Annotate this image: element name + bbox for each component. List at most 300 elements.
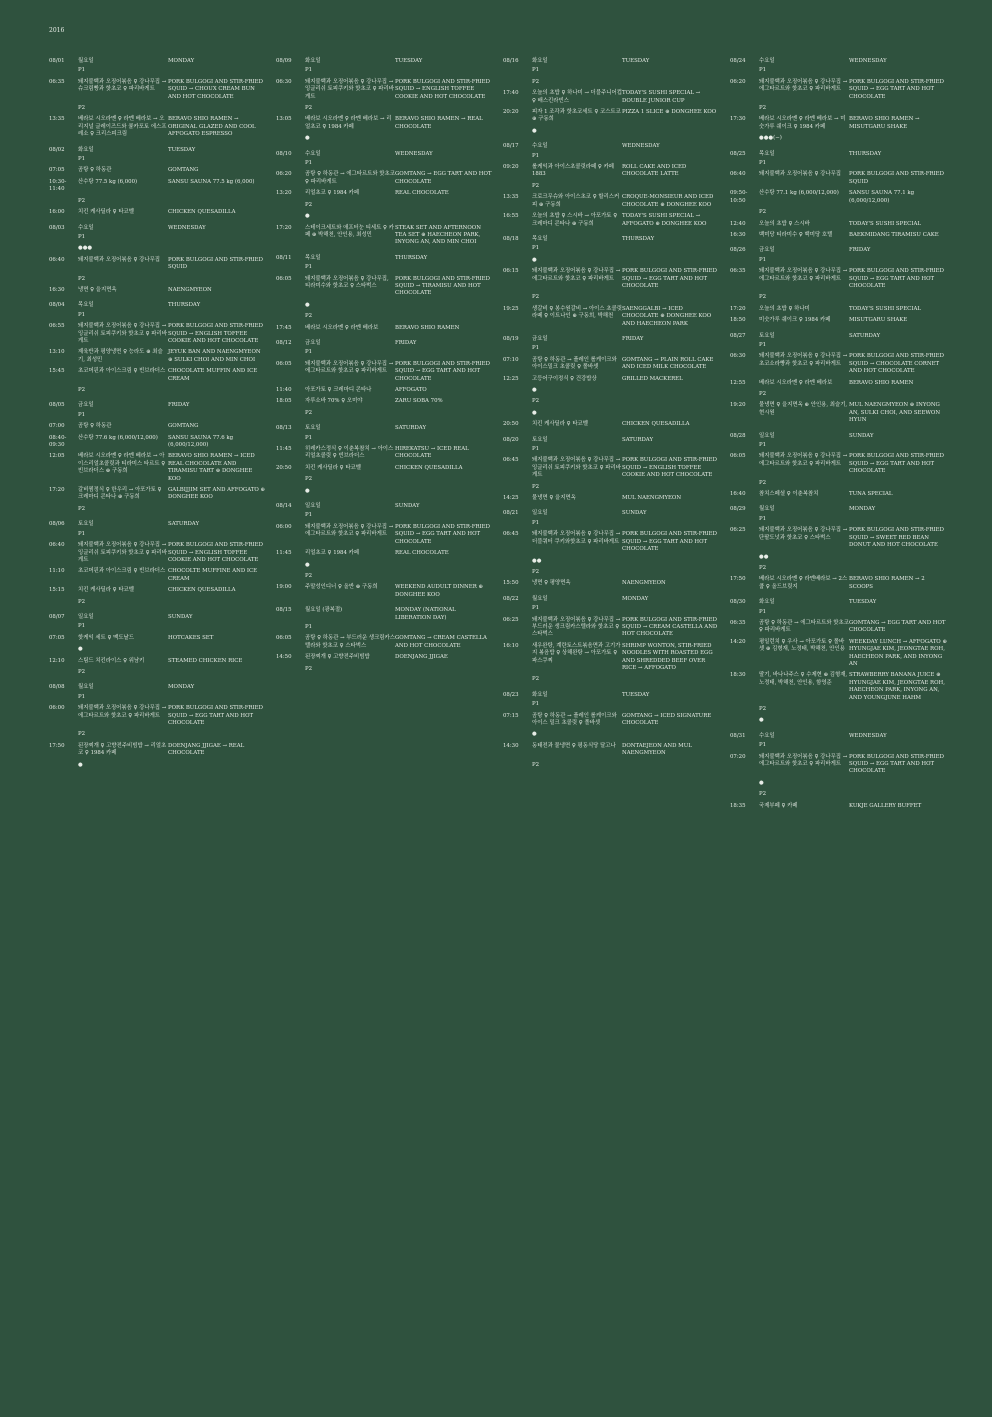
period-marker: P1 xyxy=(759,442,767,449)
meal-time: 16:55 xyxy=(503,213,519,220)
meal-english: WEEKEND AUDULT DINNER ⊕ DONGHEE KOO xyxy=(395,584,483,598)
meal-english: PORK BULGOGI AND STIR-FRIED SQUID xyxy=(168,256,263,271)
day-header xyxy=(276,503,503,510)
day-entry xyxy=(49,614,276,676)
day-name-english: TUESDAY xyxy=(395,58,423,64)
day-entry xyxy=(49,521,276,606)
meal-time: 09:20 xyxy=(503,164,519,171)
meal-entry xyxy=(730,232,957,239)
meal-korean: 롤케익과 아이스초콜릿라떼 ♀ 카페 1883 xyxy=(532,164,614,178)
day-entry xyxy=(276,340,503,417)
meal-time: 17:45 xyxy=(276,324,292,331)
meal-time: 07:10 xyxy=(503,356,519,363)
meal-entry xyxy=(730,306,957,313)
meal-korean: 돼지불백과 오징어볶음 ♀ 강나무집 → 에그타르트와 핫초코 ♀ 파리바게트 xyxy=(759,78,848,93)
meal-english: SANSU SAUNA 77.6 kg (6,000/12,000) xyxy=(168,434,234,449)
meal-english: HIREKATSU → ICED REAL CHOCOLATE xyxy=(395,446,469,460)
day-date: 08/27 xyxy=(730,332,746,339)
day-date: 08/18 xyxy=(503,235,519,242)
day-header xyxy=(503,596,730,603)
meal-entry xyxy=(503,376,730,383)
meal-korean: 베라보 시오라멘 ♀ 라멘 베라보 → 아이스리얼초콜릿과 티라미스 타르트 ♀ 빈브라더스 ⊕ 구동희 xyxy=(78,453,166,475)
meal-time: 07:05 xyxy=(49,634,65,641)
period-marker: P1 xyxy=(759,608,767,615)
meal-english: GOMTANG xyxy=(168,423,199,430)
day-header xyxy=(276,340,503,347)
day-date: 08/26 xyxy=(730,247,746,254)
period-marker: P1 xyxy=(78,233,86,240)
meal-english: ZARU SOBA 70% xyxy=(395,398,443,405)
meal-time: 06:30 xyxy=(276,78,292,85)
day-header xyxy=(276,255,503,262)
period-marker: P2 xyxy=(78,731,86,738)
meal-korean: 오늘의 초밥 ♀ 스시바 xyxy=(759,220,810,227)
period-marker: P2 xyxy=(759,564,767,571)
day-date: 08/08 xyxy=(49,684,65,691)
period-marker: P2 xyxy=(759,479,767,486)
period-marker: P1 xyxy=(305,67,313,74)
meal-entry xyxy=(503,164,730,179)
meal-korean: 주말성인디너 ♀ 올반 ⊕ 구동희 xyxy=(305,584,378,591)
period-marker: P2 xyxy=(78,387,86,393)
day-entry xyxy=(276,607,503,673)
period-marker: P2 xyxy=(305,665,313,672)
meal-time: 11:10 xyxy=(49,568,65,575)
meal-entry xyxy=(276,79,503,101)
day-entry xyxy=(503,236,730,328)
meal-english: TUNA SPECIAL xyxy=(849,491,893,498)
day-date: 08/11 xyxy=(276,254,292,261)
day-date: 08/15 xyxy=(276,607,292,614)
day-date: 08/29 xyxy=(730,506,746,513)
day-name-korean: 화요일 xyxy=(305,58,321,64)
meal-time: 12:25 xyxy=(503,375,519,382)
meal-english: STEAK SET AND AFTERNOON TEA SET ⊕ HAECHEON PARK, INYONG AN, AND MIN CHOI xyxy=(395,224,481,246)
day-name-english: THURSDAY xyxy=(168,302,201,309)
meal-korean: 산수탕 77.1 kg (6,000/12,000) xyxy=(759,190,839,197)
meal-english: DONTAEJEON AND MUL NAENGMYEON xyxy=(622,742,692,757)
period-marker: ● xyxy=(305,561,310,568)
period-marker: P2 xyxy=(532,182,540,189)
meal-entry xyxy=(730,803,957,810)
meal-english: CHOCOLATE MUFFIN AND ICE CREAM xyxy=(168,368,258,382)
day-name-english: SUNDAY xyxy=(395,503,420,510)
meal-time: 12:40 xyxy=(730,220,746,227)
period-marker: P2 xyxy=(78,105,86,112)
meal-entry xyxy=(49,487,276,502)
day-name-korean: 수요일 xyxy=(78,224,94,231)
period-marker: P2 xyxy=(78,275,86,282)
day-name-korean: 월요일 xyxy=(532,595,548,602)
meal-entry xyxy=(276,446,503,461)
meal-korean: 치킨 케사딜라 ♀ 타코벨 xyxy=(305,464,361,471)
meal-time: 18:35 xyxy=(730,802,746,809)
day-name-english: SATURDAY xyxy=(622,436,654,443)
period-marker: P2 xyxy=(78,598,86,605)
period-marker: ● xyxy=(305,135,310,142)
day-entry xyxy=(730,151,957,240)
day-date: 08/30 xyxy=(730,599,746,606)
meal-korean: 돼지불백과 오징어볶음 ♀ 강나무집 → 에그타르트와 핫초코 ♀ 파리바게트 xyxy=(305,523,394,538)
period-marker: P2 xyxy=(305,409,313,416)
period-marker: ●● xyxy=(759,553,769,560)
meal-korean: 자루소바 70% ♀ 오미야 xyxy=(305,398,363,405)
meal-time: 07:20 xyxy=(730,753,746,760)
meal-korean: 백미당 티라미수 ♀ 백미당 호텔 xyxy=(759,231,833,238)
meal-english: SHRIMP WONTON, STIR-FRIED NOODLES WITH ROASTED EGG AND SHREDDED BEEF OVER RICE → AFFOGATO xyxy=(622,642,713,671)
period-marker: P1 xyxy=(532,152,540,159)
meal-korean: 된장찌개 ♀ 고향전주비빔밥 xyxy=(305,654,370,661)
meal-korean: 곰탕 ♀ 하동관 xyxy=(78,167,112,174)
day-date: 08/12 xyxy=(276,339,292,346)
day-entry xyxy=(503,143,730,228)
meal-entry xyxy=(49,349,276,364)
day-entry xyxy=(276,425,503,495)
meal-korean: 돼지불백과 오징어볶음 ♀ 강나무집 → 에그타르트와 핫초코 ♀ 파리바게트 xyxy=(305,360,394,375)
meal-english: GOMTANG → EGG TART AND HOT CHOCOLATE xyxy=(395,171,492,185)
meal-entry xyxy=(730,79,957,101)
meal-korean: 돼지불백과 오징어볶음 ♀ 강나무집 xyxy=(78,256,160,263)
meal-english: TODAY'S SUSHI SPECIAL xyxy=(849,220,921,227)
meal-time: 20:50 xyxy=(503,421,519,428)
period-marker: P1 xyxy=(532,605,540,612)
meal-korean: 핫케익 세트 ♀ 맥도날드 xyxy=(78,634,134,641)
day-header xyxy=(730,599,957,606)
meal-english: MUL NAENGMYEON ⊕ INYONG AN, SULKI CHOI, AND SEEWON HYUN xyxy=(849,402,941,424)
column-3 xyxy=(503,58,730,818)
day-name-english: MONDAY xyxy=(849,506,876,513)
meal-korean: 돼지불백과 오징어볶음 ♀ 강나무집 → 잉글리쉬 토피쿠키와 핫초코 ♀ 파리바게트 xyxy=(78,542,167,563)
meal-english: PORK BULGOGI AND STIR-FRIED SQUID → EGG TART AND HOT CHOCOLATE xyxy=(849,268,944,289)
period-marker: P1 xyxy=(759,256,767,263)
day-date: 08/19 xyxy=(503,335,519,342)
meal-entry xyxy=(503,743,730,758)
day-name-korean: 일요일 xyxy=(759,432,775,439)
meal-english: CHICKEN QUESADILLA xyxy=(622,421,690,428)
meal-time: 17:50 xyxy=(730,576,746,583)
meal-time: 06:25 xyxy=(730,527,746,534)
day-name-english: TUESDAY xyxy=(622,691,650,698)
day-header xyxy=(49,225,276,232)
period-marker: P2 xyxy=(532,294,540,301)
meal-entry xyxy=(49,705,276,727)
day-name-korean: 월요일 xyxy=(78,684,94,691)
meal-time: 16:30 xyxy=(730,231,746,238)
meal-entry xyxy=(503,531,730,553)
day-date: 08/01 xyxy=(49,58,65,64)
period-marker: P2 xyxy=(305,201,313,208)
column-1 xyxy=(49,58,276,818)
meal-entry xyxy=(49,658,276,665)
meal-entry xyxy=(49,587,276,594)
meal-english: GOMTANG → ICED SIGNATURE CHOCOLATE xyxy=(622,712,712,726)
day-name-korean: 일요일 xyxy=(78,613,94,620)
period-marker: ● xyxy=(759,717,764,724)
day-name-korean: 월요일 xyxy=(759,506,775,513)
meal-time: 06:15 xyxy=(503,268,519,275)
meal-korean: 곰탕 ♀ 하동관 → 에그타르트와 핫초코 ♀ 파리바게트 xyxy=(759,619,849,634)
period-marker: P2 xyxy=(532,761,540,768)
meal-korean: 치킨 케사딜라 ♀ 타코벨 xyxy=(78,209,134,216)
day-name-english: SATURDAY xyxy=(849,332,881,339)
day-date: 08/07 xyxy=(49,613,65,620)
meal-entry xyxy=(49,635,276,642)
period-marker: P1 xyxy=(78,311,86,318)
day-name-korean: 목요일 xyxy=(78,302,94,309)
period-marker: P2 xyxy=(532,676,540,683)
day-date: 08/21 xyxy=(503,510,519,517)
meal-korean: 오늘의 초밥 ♀ 스시바 → 아포가토 ♀ 크레마디 콘타나 ⊕ 구동희 xyxy=(532,213,618,227)
meal-english: SANSU SAUNA 77.5 kg (6,000) xyxy=(168,178,255,185)
meal-korean: 초코머핀과 아이스크림 ♀ 빈브라더스 xyxy=(78,368,166,375)
meal-entry xyxy=(49,257,276,272)
meal-korean: 참치스페셜 ♀ 이춘복참치 xyxy=(759,491,819,498)
meal-english: PORK BULGOGI AND STIR-FRIED SQUID → EGG TART AND HOT CHOCOLATE xyxy=(849,753,944,775)
day-name-english: FRIDAY xyxy=(395,339,417,346)
meal-english: BERAVO SHIO RAMEN xyxy=(395,324,460,331)
meal-time: 11:45 xyxy=(276,550,292,557)
day-header xyxy=(730,333,957,340)
day-name-korean: 일요일 xyxy=(305,503,321,510)
meal-english: PORK BULGOGI AND STIR-FRIED SQUID → EGG TART AND HOT CHOCOLATE xyxy=(849,78,944,100)
meal-time: 06:55 xyxy=(49,323,65,330)
day-date: 08/02 xyxy=(49,146,65,153)
meal-time: 15:50 xyxy=(503,580,519,587)
day-date: 08/10 xyxy=(276,150,292,157)
meal-time: 17:20 xyxy=(49,487,65,494)
day-name-english: SATURDAY xyxy=(395,425,427,432)
meal-time: 06:05 xyxy=(276,360,292,367)
meal-time: 06:20 xyxy=(730,78,746,85)
meal-time: 06:45 xyxy=(503,531,519,538)
day-entry xyxy=(730,733,957,810)
meal-entry xyxy=(276,550,503,557)
meal-time: 06:40 xyxy=(730,171,746,178)
meal-english: PORK BULGOGI AND STIR-FRIED SQUID → ENGLISH TOFFEE COOKIE AND HOT CHOCOLATE xyxy=(395,78,490,100)
day-name-korean: 목요일 xyxy=(759,150,775,157)
day-entry xyxy=(276,503,503,599)
day-name-korean: 수요일 xyxy=(532,143,548,150)
meal-entry xyxy=(276,325,503,332)
meal-entry xyxy=(49,167,276,174)
period-marker: P1 xyxy=(305,512,313,519)
day-entry xyxy=(503,596,730,684)
meal-english: DOENJANG JJIGAE xyxy=(395,654,448,661)
meal-entry xyxy=(49,323,276,345)
meal-entry xyxy=(503,617,730,639)
meal-korean: 물냉면 ♀ 을지면옥 xyxy=(532,495,576,502)
meal-time: 06:25 xyxy=(503,616,519,623)
meal-entry xyxy=(49,79,276,101)
meal-entry xyxy=(276,465,503,472)
meal-korean: 된장찌개 ♀ 고향전주비빔밥 → 리얼초코 ♀ 1984 카페 xyxy=(78,742,167,757)
period-marker: P1 xyxy=(305,264,313,271)
meal-entry xyxy=(730,171,957,186)
meal-korean: 돼지불백과 오징어볶음 ♀ 강나무집 → 에그타르트와 핫초코 ♀ 파리바게트 xyxy=(759,753,848,768)
day-date: 08/16 xyxy=(503,58,519,64)
period-marker: P2 xyxy=(532,78,540,85)
meal-entry xyxy=(503,306,730,328)
meal-time: 14:20 xyxy=(730,638,746,645)
day-header xyxy=(730,151,957,158)
day-name-english: THURSDAY xyxy=(395,254,428,261)
meal-time: 06:35 xyxy=(730,268,746,275)
meal-time: 17:20 xyxy=(276,224,292,231)
meal-time: 06:05 xyxy=(276,635,292,642)
meal-english: PORK BULGOGI AND STIR-FRIED SQUID → EGG TART AND HOT CHOCOLATE xyxy=(395,523,490,545)
day-header xyxy=(730,506,957,513)
meal-korean: 곰탕 ♀ 하동관 → 부드러운 생크림카스텔라와 핫초코 ♀ 스타벅스 xyxy=(305,635,395,649)
day-header xyxy=(49,614,276,621)
meal-korean: 오늘의 초밥 ♀ 하나미 xyxy=(759,305,810,312)
day-name-english: SATURDAY xyxy=(168,521,200,528)
meal-korean: 베라보 시오라멘 ♀ 라멘 베라보 xyxy=(305,324,379,331)
meal-korean: 돼지불백과 오징어볶음 ♀ 강나무집 → 에그타르트와 핫초코 ♀ 파리바게트 xyxy=(532,268,621,282)
meal-entry xyxy=(276,225,503,247)
meal-entry xyxy=(49,423,276,430)
meal-entry xyxy=(730,527,957,549)
day-name-english: SUNDAY xyxy=(168,613,193,620)
meal-time: 16:10 xyxy=(503,642,519,649)
meal-time: 18:50 xyxy=(730,317,746,324)
period-marker: ●●● xyxy=(78,245,93,252)
day-entry xyxy=(730,333,957,425)
day-header xyxy=(276,58,503,65)
meal-time: 07:05 xyxy=(49,167,65,174)
period-marker: P1 xyxy=(759,160,767,167)
meal-entry xyxy=(730,620,957,635)
meal-english: WEEKDAY LUNCH → AFFOGATO ⊕ HYUNGJAE KIM, JEONGTAE ROH, HAECHEON PARK, AND INYONG AN xyxy=(849,638,947,667)
period-marker: P1 xyxy=(78,693,86,700)
period-marker: P2 xyxy=(759,791,767,798)
meal-entry xyxy=(730,190,957,205)
meal-time: 11:40 xyxy=(276,387,292,393)
meal-english: BERAVO SHIO RAMEN → MISUTGARU SHAKE xyxy=(849,116,920,130)
meal-time: 17:30 xyxy=(730,116,746,123)
meal-korean: 돼지불백과 오징어볶음 ♀ 강나무집 → 더블쿼터 쿠키와핫초코 ♀ 파리바게트 xyxy=(532,531,621,545)
day-name-english: MONDAY xyxy=(168,684,195,691)
column-2 xyxy=(276,58,503,818)
day-date: 08/04 xyxy=(49,302,65,309)
meal-time: 18:30 xyxy=(730,672,746,679)
day-entry xyxy=(49,147,276,217)
day-date: 08/05 xyxy=(49,402,65,409)
meal-english: PORK BULGOGI AND STIR-FRIED SQUID → EGG TART AND HOT CHOCOLATE xyxy=(395,360,490,382)
day-name-english: FRIDAY xyxy=(622,335,644,342)
period-marker: P2 xyxy=(532,483,540,490)
day-name-english: MONDAY xyxy=(168,58,195,64)
meal-korean: 돼지불백과 오징어볶음 ♀ 강나무집 → 에그타르트와 핫초코 ♀ 파리바게트 xyxy=(759,268,848,282)
meal-korean: 제육반과 평양냉면 ♀ 능라도 ⊕ 최슬기, 최성민 xyxy=(78,349,163,363)
day-date: 08/23 xyxy=(503,691,519,698)
day-entry xyxy=(503,336,730,429)
meal-entry xyxy=(49,116,276,138)
day-entry xyxy=(503,692,730,769)
meal-english: NAENGMYEON xyxy=(168,286,212,293)
day-name-korean: 일요일 xyxy=(532,510,548,517)
period-marker: P1 xyxy=(78,530,86,537)
meal-english: MISUTGARU SHAKE xyxy=(849,317,908,324)
meal-time: 06:35 xyxy=(49,78,65,85)
period-marker: ● xyxy=(78,761,83,768)
meal-korean: 초코머핀과 아이스크림 ♀ 빈브라더스 xyxy=(78,568,166,575)
day-name-korean: 토요일 xyxy=(759,332,775,339)
day-name-korean: 토요일 xyxy=(532,436,548,443)
meal-entry xyxy=(49,287,276,294)
day-header xyxy=(503,236,730,243)
meal-korean: 스팀드 치킨라이스 ♀ 위남키 xyxy=(78,657,145,664)
meal-english: PORK BULGOGI AND STIR-FRIED SQUID → EGG TART AND HOT CHOCOLATE xyxy=(622,268,717,289)
meal-english: BERAVO SHIO RAMEN xyxy=(849,379,914,386)
day-entry xyxy=(730,58,957,143)
meal-time: 16:30 xyxy=(49,286,65,293)
meal-korean: 냉면 ♀ 을지면옥 xyxy=(78,286,117,293)
meal-korean: 곰탕 ♀ 하동관 → 에그타르트와 핫초코 ♀ 파리바게트 xyxy=(305,171,395,185)
period-marker: ●●●(−) xyxy=(759,135,782,142)
meal-english: CHICKEN QUESADILLA xyxy=(395,464,463,471)
meal-entry xyxy=(503,713,730,728)
day-name-korean: 목요일 xyxy=(532,235,548,242)
day-date: 08/25 xyxy=(730,150,746,157)
meal-korean: 미숫가루 쉐이크 ♀ 1984 카페 xyxy=(759,317,831,324)
meal-time: 20:20 xyxy=(503,109,519,116)
meal-korean: 돼지불백과 오징어볶음 ♀ 강나무집 → 잉글리쉬 토피쿠키와 핫초코 ♀ 파리바게트 xyxy=(305,78,394,100)
period-marker: P2 xyxy=(305,572,313,579)
meal-entry xyxy=(730,402,957,424)
day-name-korean: 금요일 xyxy=(759,247,775,254)
meal-entry xyxy=(276,276,503,298)
meal-entry xyxy=(276,361,503,383)
meal-english: CHICKEN QUESADILLA xyxy=(168,587,236,594)
day-header xyxy=(730,433,957,440)
period-marker: P1 xyxy=(78,623,86,630)
meal-entry xyxy=(730,353,957,375)
meal-entry xyxy=(276,387,503,394)
meal-english: BERAVO SHIO RAMEN → 2 SCOOPS xyxy=(849,576,925,590)
period-marker: P1 xyxy=(532,701,540,708)
meal-english: PORK BULGOGI AND STIR-FRIED SQUID → EGG TART AND HOT CHOCOLATE xyxy=(849,453,944,475)
meal-korean: 물냉면 ♀ 을지면옥 ⊕ 안인용, 최슬기, 현시원 xyxy=(759,402,848,416)
day-date: 08/31 xyxy=(730,732,746,739)
day-entry xyxy=(503,510,730,587)
meal-korean: 베라보 시오라멘 ♀ 라멘 베라보 xyxy=(759,379,833,386)
day-name-english: MONDAY (NATIONAL LIBERATION DAY) xyxy=(395,607,456,621)
day-entry xyxy=(276,58,503,143)
meal-korean: 돼지불백과 오징어볶음 ♀ 강나무집 → 초코소라빵과 핫초코 ♀ 파리바게트 xyxy=(759,353,848,367)
day-name-korean: 수요일 xyxy=(759,58,775,64)
meal-entry xyxy=(503,213,730,228)
day-entry xyxy=(276,255,503,332)
meal-time: 06:40 xyxy=(49,542,65,549)
meal-time: 07:00 xyxy=(49,423,65,430)
calendar-columns xyxy=(49,58,957,818)
meal-korean: 오늘의 초밥 ♀ 하나미 → 더블주니어컵 ♀ 배스킨라빈스 xyxy=(532,90,622,104)
meal-korean: 돼지불백과 오징어볶음 ♀ 강나무집 → 잉글리쉬 토피쿠키와 핫초코 ♀ 파리바게트 xyxy=(78,323,167,344)
day-header xyxy=(503,437,730,444)
meal-english: PORK BULGOGI AND STIR-FRIED SQUID → CHOCOLATE CORNET AND HOT CHOCOLATE xyxy=(849,353,944,375)
day-header xyxy=(503,692,730,699)
meal-time: 13:35 xyxy=(503,194,519,201)
meal-english: CROQUE-MONSIEUR AND ICED CHOCOLATE ⊕ DONGHEE KOO xyxy=(622,194,714,208)
meal-english: GOMTANG xyxy=(168,167,199,174)
meal-entry xyxy=(730,116,957,131)
meal-entry xyxy=(503,495,730,502)
meal-korean: 돼지불백과 오징어볶음 ♀ 강나무집 → 슈크림빵과 핫초코 ♀ 파리바게트 xyxy=(78,78,167,93)
column-4 xyxy=(730,58,957,818)
day-header xyxy=(276,151,503,158)
meal-english: SANSU SAUNA 77.1 kg (6,000/12,000) xyxy=(849,190,915,204)
meal-entry xyxy=(503,90,730,105)
